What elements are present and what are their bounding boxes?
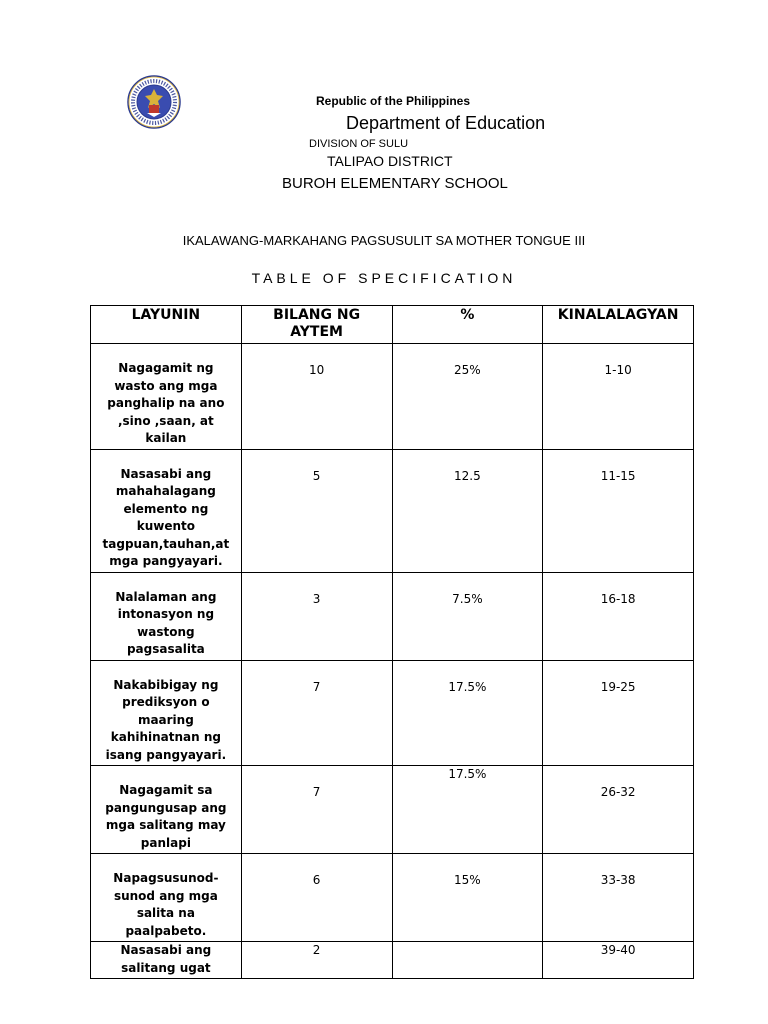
district-name: TALIPAO DISTRICT	[327, 153, 453, 169]
school-name: BUROH ELEMENTARY SCHOOL	[282, 175, 508, 192]
bilang-cell: 6	[241, 854, 392, 942]
table-header-row	[91, 306, 694, 344]
kinalalagyan-cell: 1-10	[543, 344, 694, 450]
table-row	[91, 766, 694, 854]
layunin-cell: Nalalaman ang intonasyon ng wastong pagsasalita	[91, 572, 242, 660]
header-kinalalagyan: KINALALAGYAN	[543, 306, 694, 344]
exam-title: IKALAWANG-MARKAHANG PAGSUSULIT SA MOTHER TONGUE III	[182, 233, 586, 248]
percent-cell: 17.5%	[392, 660, 543, 766]
percent-cell: 17.5%	[392, 766, 543, 854]
layunin-cell: Napagsusunod-sunod ang mga salita na paalpabeto.	[91, 854, 242, 942]
header-layunin: LAYUNIN	[91, 306, 242, 344]
bilang-cell: 7	[241, 766, 392, 854]
bilang-cell: 2	[241, 942, 392, 979]
document-title: TABLE OF SPECIFICATION	[251, 270, 517, 286]
layunin-cell: Nakabibigay ng prediksyon o maaring kahihinatnan ng isang pangyayari.	[91, 660, 242, 766]
table-row	[91, 660, 694, 766]
kinalalagyan-cell: 39-40	[543, 942, 694, 979]
bilang-cell: 3	[241, 572, 392, 660]
table-row	[91, 942, 694, 979]
kinalalagyan-cell: 16-18	[543, 572, 694, 660]
specification-table	[90, 305, 694, 979]
layunin-cell: Nasasabi ang salitang ugat	[91, 942, 242, 979]
division-name: DIVISION OF SULU	[309, 138, 409, 150]
table-row	[91, 854, 694, 942]
percent-cell: 15%	[392, 854, 543, 942]
layunin-cell: Nagagamit sa pangungusap ang mga salitang may panlapi	[91, 766, 242, 854]
percent-cell	[392, 942, 543, 979]
republic-line: Republic of the Philippines	[316, 94, 471, 108]
table-row	[91, 449, 694, 572]
kinalalagyan-cell: 11-15	[543, 449, 694, 572]
percent-cell: 7.5%	[392, 572, 543, 660]
kinalalagyan-cell: 33-38	[543, 854, 694, 942]
kinalalagyan-cell: 26-32	[543, 766, 694, 854]
header-percent: %	[392, 306, 543, 344]
bilang-cell: 10	[241, 344, 392, 450]
department-name: Department of Education	[346, 113, 546, 133]
percent-cell: 25%	[392, 344, 543, 450]
layunin-cell: Nagagamit ng wasto ang mga panghalip na ano ,sino ,saan, at kailan	[91, 344, 242, 450]
deped-seal-icon	[127, 75, 181, 129]
percent-cell: 12.5	[392, 449, 543, 572]
table-row	[91, 344, 694, 450]
bilang-cell: 7	[241, 660, 392, 766]
kinalalagyan-cell: 19-25	[543, 660, 694, 766]
bilang-cell: 5	[241, 449, 392, 572]
table-row	[91, 572, 694, 660]
layunin-cell: Nasasabi ang mahahalagang elemento ng kuwento tagpuan,tauhan,at mga pangyayari.	[91, 449, 242, 572]
header-bilang-ng-aytem: BILANG NG AYTEM	[241, 306, 392, 344]
